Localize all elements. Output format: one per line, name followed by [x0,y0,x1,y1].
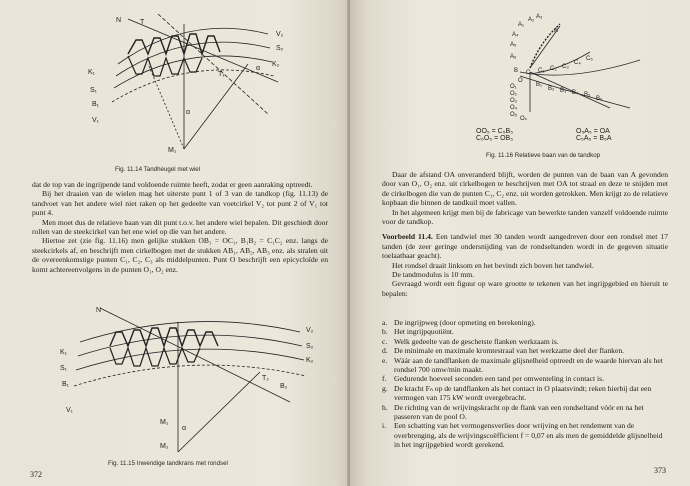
figure-11-16-caption: Fig. 11.16 Relatieve baan van de tandkop [486,152,601,159]
left-body-text [32,180,328,274]
label-alpha: α [182,425,187,432]
svg-text:C₂: C₂ [550,66,557,72]
svg-text:O₆: O₆ [520,116,528,120]
paragraph: dat de top van de ingrijpende tand voldoende ruimte heeft, zodat er geen aanraking optreedt. [32,180,313,189]
svg-text:B₅: B₅ [584,92,591,98]
svg-text:C₁: C₁ [538,68,545,74]
svg-text:C: C [526,70,531,76]
label-k1: K₁ [60,349,68,356]
page-number-left: 372 [30,470,42,479]
figure-rack-and-wheel [88,4,288,156]
label-t1: T₁ [218,71,225,78]
right-page [350,0,690,486]
figure-internal-gear-with-pinion [60,302,320,462]
list-item: a. De ingrijpweg (door opmeting en berekening). [382,318,536,327]
svg-text:A₆: A₆ [510,54,517,60]
svg-text:A₅: A₅ [510,42,517,48]
example-line: De tandmodulus is 10 mm. [392,270,475,280]
svg-text:B₄: B₄ [572,90,579,96]
list-item: f. Gedurende hoeveel seconden een tand per omwenteling in contact is. [382,374,605,384]
example-title: Voorbeeld 11.4. [382,232,433,242]
svg-text:A₂: A₂ [528,17,535,23]
label-s2: S₂ [276,45,284,52]
example-text: Een tandwiel met 30 tanden wordt aangedreven door een rondsel met 17 tanden (de zeer geringe ondersnijding van de rondseltanden wordt in de gegeven situatie toelaatbaar geacht). [382,232,668,261]
svg-text:O₄: O₄ [510,105,518,111]
figure-11-15-caption: Fig. 11.15 Inwendige tandkrans met rondsel [108,460,228,467]
label-k1: K₁ [88,69,96,76]
label-n: N [96,307,102,314]
example-line: Gevraagd wordt een figuur op ware grootte te tekenen van het ingrijpgebied en hieruit te bepalen: [382,279,668,298]
equation: C₅A₅ = B₅A [576,135,612,142]
label-s1: S₁ [90,87,98,94]
label-m1: M₁ [160,419,169,426]
svg-text:B₃: B₃ [560,88,567,94]
label-v2: V₂ [276,31,284,38]
equations-left [476,128,513,142]
list-item: b. Het ingrijpquotiënt. [382,327,454,337]
question-list [382,318,668,450]
svg-text:C₃: C₃ [562,64,569,70]
label-alpha-1: α [256,65,261,72]
equation: OO₅ = C₅B₅ [476,128,514,135]
list-item: g. De kracht Fₙ op de tandflanken als het contact in O plaatsvindt; reken hierbij dat een vermogen van 175 kW wordt overgebracht. [382,383,652,403]
list-item: c. Welk gedeelte van de geschetste flanken werkzaam is. [382,336,559,346]
paragraph: In het algemeen krijgt men bij de fabricage van bewerkte tanden vanzelf voldoende ruimte voor de tandkop. [382,207,668,227]
svg-text:A: A [554,28,559,34]
label-s2: S₂ [306,343,314,350]
list-item: e. Wáár aan de tandflanken de maximale glijsnelheid optreedt en de waarde hiervan als het rondsel 700 omw/min maakt. [382,355,663,375]
label-k2: K₂ [272,61,280,68]
list-item: d. De minimale en maximale kromtestraal van het werkzame deel der flanken. [382,346,625,356]
label-v1: V₁ [66,407,74,414]
label-n: N [116,17,122,24]
svg-text:B₁: B₁ [536,82,543,88]
label-b1: B₁ [62,381,70,388]
right-body-text [382,170,668,298]
figure-11-14-caption: Fig. 11.14 Tandheugel met wiel [115,166,201,173]
svg-text:A₃: A₃ [536,14,543,20]
label-b2: B₂ [280,383,288,390]
label-alpha-2: α [186,109,191,116]
page-number-right: 373 [654,466,666,475]
paragraph: Daar de afstand OA onveranderd blijft, worden de punten van de baan van A gevonden door van O₁, O₂ enz. uit cirkelbogen te beschrijven met OA tot straal en deze te snijden met de cirkelbogen die van de punten C₁, C₂ enz. uit worden getrokken. Men krijgt zo de relatieve kopbaan die binnen de tandkuil moet vallen. [382,170,668,208]
svg-text:C₄: C₄ [574,60,581,66]
figure-relative-path-tooth-tip [490,12,650,120]
equations-right [576,128,612,142]
paragraph: Hiertoe zet (zie fig. 11.16) men gelijke stukken OB₁ = OC₁, B₁B₂ = C₁C₂ enz. langs de steekcirkels af, en beschrijft men cirkelbogen met de stukken AB₁, AB₂, AB₃ enz. als stralen uit de overeenkomstige punten C₁, C₂, C₃ als middelpunten. Punt O beschrijft een epicycloïde en komt achtereenvolgens in de punten O₁, O₂ enz. [32,236,328,274]
svg-text:B₆: B₆ [596,96,603,102]
equation: C₅O₅ = OB₅ [476,135,514,142]
label-m1: M₁ [168,147,177,154]
equation: O₅A₅ = OA [576,128,610,135]
label-v2: V₂ [306,327,314,334]
label-s1: S₁ [60,365,68,372]
svg-text:O₂: O₂ [510,91,517,97]
list-item: i. Een schatting van het vermogensverlies door wrijving en het rendement van de overbrenging, als de wrijvingscoëfficient f = 0,07 en als men de gemiddelde glijsnelheid in het ingrijpgebied wordt gerekend. [382,421,663,450]
svg-text:A₄: A₄ [512,32,519,38]
label-t2: T₂ [262,375,269,382]
svg-text:C₅: C₅ [586,56,593,62]
example-line: Het rondsel draait linksom en het bevindt zich boven het tandwiel. [392,260,594,270]
paragraph: Men moet dus de relatieve baan van dit punt t.o.v. het andere wiel bepalen. Dit geschiedt door rollen van de steekcirkel van het ene wiel op die van het andere. [32,217,328,237]
label-v1: V₁ [92,117,100,124]
svg-text:A₁: A₁ [518,22,525,28]
svg-text:B: B [514,68,519,74]
label-b1: B₁ [92,101,100,108]
list-item: h. De richting van de wrijvingskracht op de flank van een rondseltand vóór en na het passeren van de pool O. [382,402,644,422]
label-t: T [140,19,145,26]
svg-text:B₂: B₂ [548,86,555,92]
svg-text:O: O [518,78,523,84]
svg-text:O₃: O₃ [510,98,518,104]
label-k2: K₂ [306,357,314,364]
svg-text:O₁: O₁ [510,84,517,90]
paragraph: Bij het draaien van de wielen mag het uiterste punt 1 of 3 van de tandkop (fig. 11.13) de tandvoet van het andere wiel niet raken op het gedeelte van voetcirkel V₂ tot punt 2 of V₁ tot punt 4. [32,189,328,218]
svg-text:O₅: O₅ [510,112,518,118]
label-m2: M₂ [160,443,169,450]
